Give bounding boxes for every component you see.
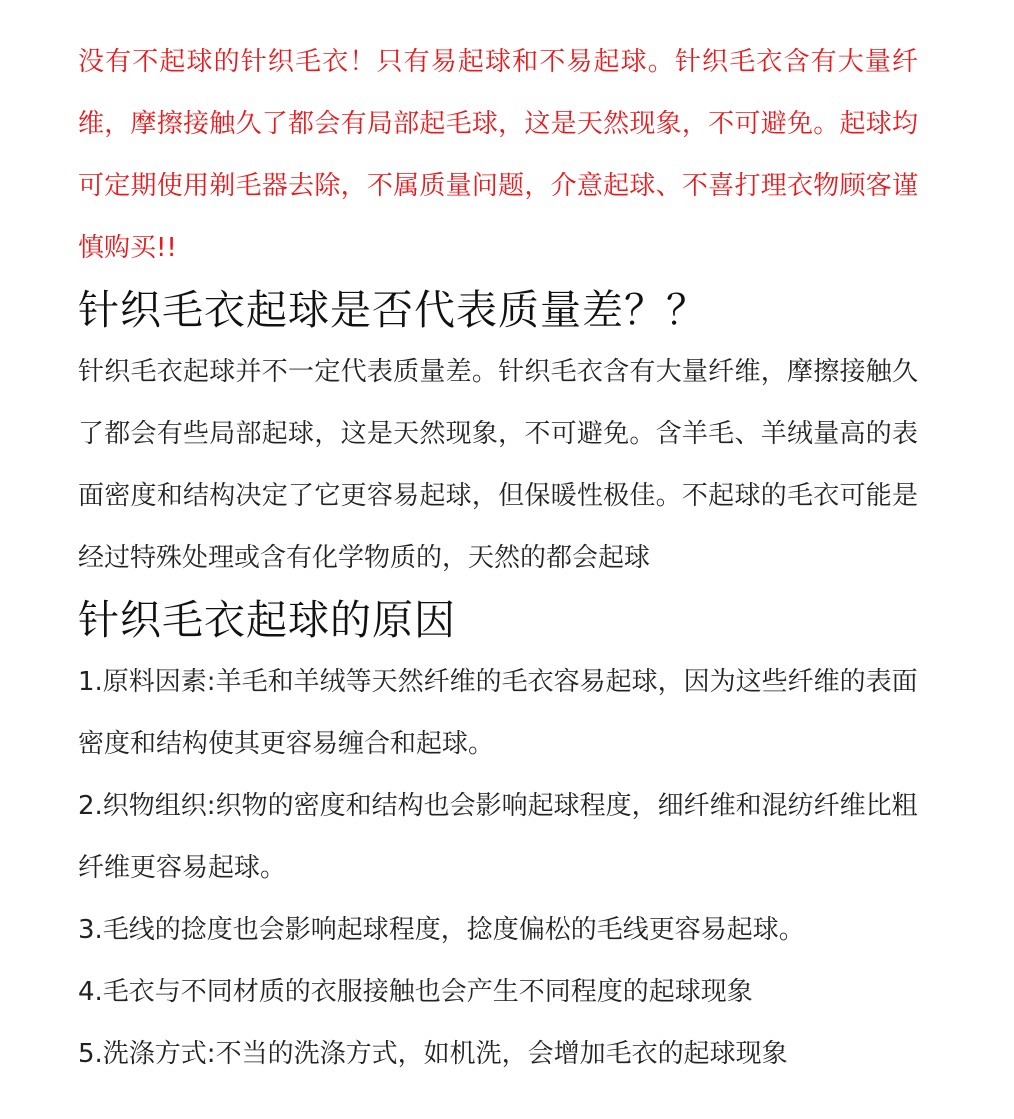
causes-list [78,651,918,1085]
pilling-notice: 没有不起球的针织毛衣！只有易起球和不易起球。针织毛衣含有大量纤维，摩擦接触久了都会有局部起毛球，这是天然现象，不可避免。起球均可定期使用剃毛器去除，不属质量问题，介意起球、不喜打理衣物顾客谨慎购买!! [78,47,918,263]
article [78,31,918,1085]
section-title-causes: 针织毛衣起球的原因 [78,596,456,644]
list-item: 1.原料因素:羊毛和羊绒等天然纤维的毛衣容易起球，因为这些纤维的表面密度和结构使其更容易缠合和起球。 [78,667,918,759]
list-item: 5.洗涤方式:不当的洗涤方式，如机洗，会增加毛衣的起球现象 [78,1039,788,1069]
list-item: 4.毛衣与不同材质的衣服接触也会产生不同程度的起球现象 [78,977,753,1007]
list-item: 3.毛线的捻度也会影响起球程度，捻度偏松的毛线更容易起球。 [78,915,805,945]
section-title-quality: 针织毛衣起球是否代表质量差？？ [78,286,708,334]
section-body-quality: 针织毛衣起球并不一定代表质量差。针织毛衣含有大量纤维，摩擦接触久了都会有些局部起球，这是天然现象，不可避免。含羊毛、羊绒量高的表面密度和结构决定了它更容易起球，但保暖性极佳。不起球的毛衣可能是经过特殊处理或含有化学物质的，天然的都会起球 [78,357,918,573]
list-item: 2.织物组织:织物的密度和结构也会影响起球程度，细纤维和混纺纤维比粗纤维更容易起球。 [78,791,918,883]
